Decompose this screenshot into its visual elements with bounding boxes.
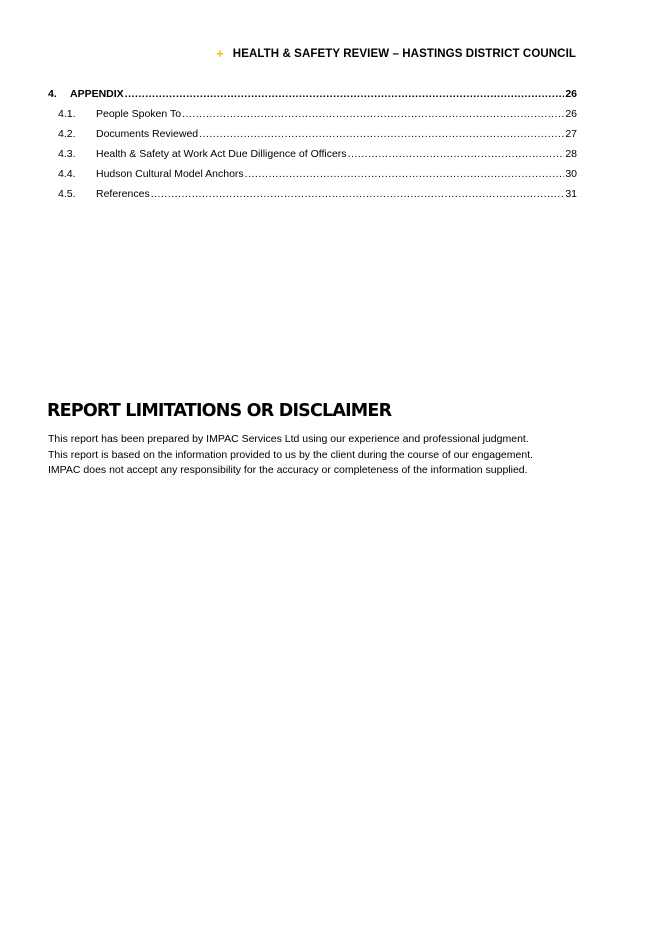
toc-leader xyxy=(199,128,564,140)
toc-item-number: 4.3. xyxy=(58,148,76,160)
disclaimer-paragraph xyxy=(48,432,588,479)
toc-leader xyxy=(245,168,565,180)
toc-item-number: 4.1. xyxy=(58,108,76,120)
disclaimer-heading: REPORT LIMITATIONS OR DISCLAIMER xyxy=(47,401,392,421)
table-of-contents xyxy=(48,88,577,208)
toc-item-row[interactable] xyxy=(48,168,577,188)
toc-item-title: People Spoken To xyxy=(96,108,182,120)
toc-item-page: 26 xyxy=(565,108,577,120)
toc-item-row[interactable] xyxy=(48,148,577,168)
toc-section-page: 26 xyxy=(565,88,577,100)
toc-leader xyxy=(125,88,565,100)
toc-item-row[interactable] xyxy=(48,128,577,148)
toc-item-page: 31 xyxy=(565,188,577,200)
disclaimer-line: IMPAC does not accept any responsibility for the accuracy or completeness of the information supplied. xyxy=(48,464,528,476)
toc-section-number: 4. xyxy=(48,88,57,100)
toc-item-page: 27 xyxy=(565,128,577,140)
toc-item-title: Health & Safety at Work Act Due Dilligence of Officers xyxy=(96,148,347,160)
toc-item-row[interactable] xyxy=(48,108,577,128)
toc-item-page: 30 xyxy=(565,168,577,180)
toc-section-row[interactable] xyxy=(48,88,577,108)
toc-leader xyxy=(151,188,565,200)
toc-item-number: 4.4. xyxy=(58,168,76,180)
toc-item-title: Documents Reviewed xyxy=(96,128,199,140)
toc-item-title: References xyxy=(96,188,150,200)
header-title: HEALTH & SAFETY REVIEW – HASTINGS DISTRICT COUNCIL xyxy=(232,47,576,60)
toc-item-number: 4.2. xyxy=(58,128,76,140)
toc-leader xyxy=(348,148,565,160)
page-header xyxy=(216,47,576,60)
toc-item-title: Hudson Cultural Model Anchors xyxy=(96,168,244,180)
disclaimer-line: This report has been prepared by IMPAC Services Ltd using our experience and professional judgment. xyxy=(48,433,529,445)
plus-icon: + xyxy=(216,46,224,61)
toc-item-number: 4.5. xyxy=(58,188,76,200)
toc-item-page: 28 xyxy=(565,148,577,160)
toc-item-row[interactable] xyxy=(48,188,577,208)
disclaimer-line: This report is based on the information provided to us by the client during the course of our engagement. xyxy=(48,448,534,461)
toc-section-title: APPENDIX xyxy=(70,88,124,100)
toc-leader xyxy=(182,108,564,120)
